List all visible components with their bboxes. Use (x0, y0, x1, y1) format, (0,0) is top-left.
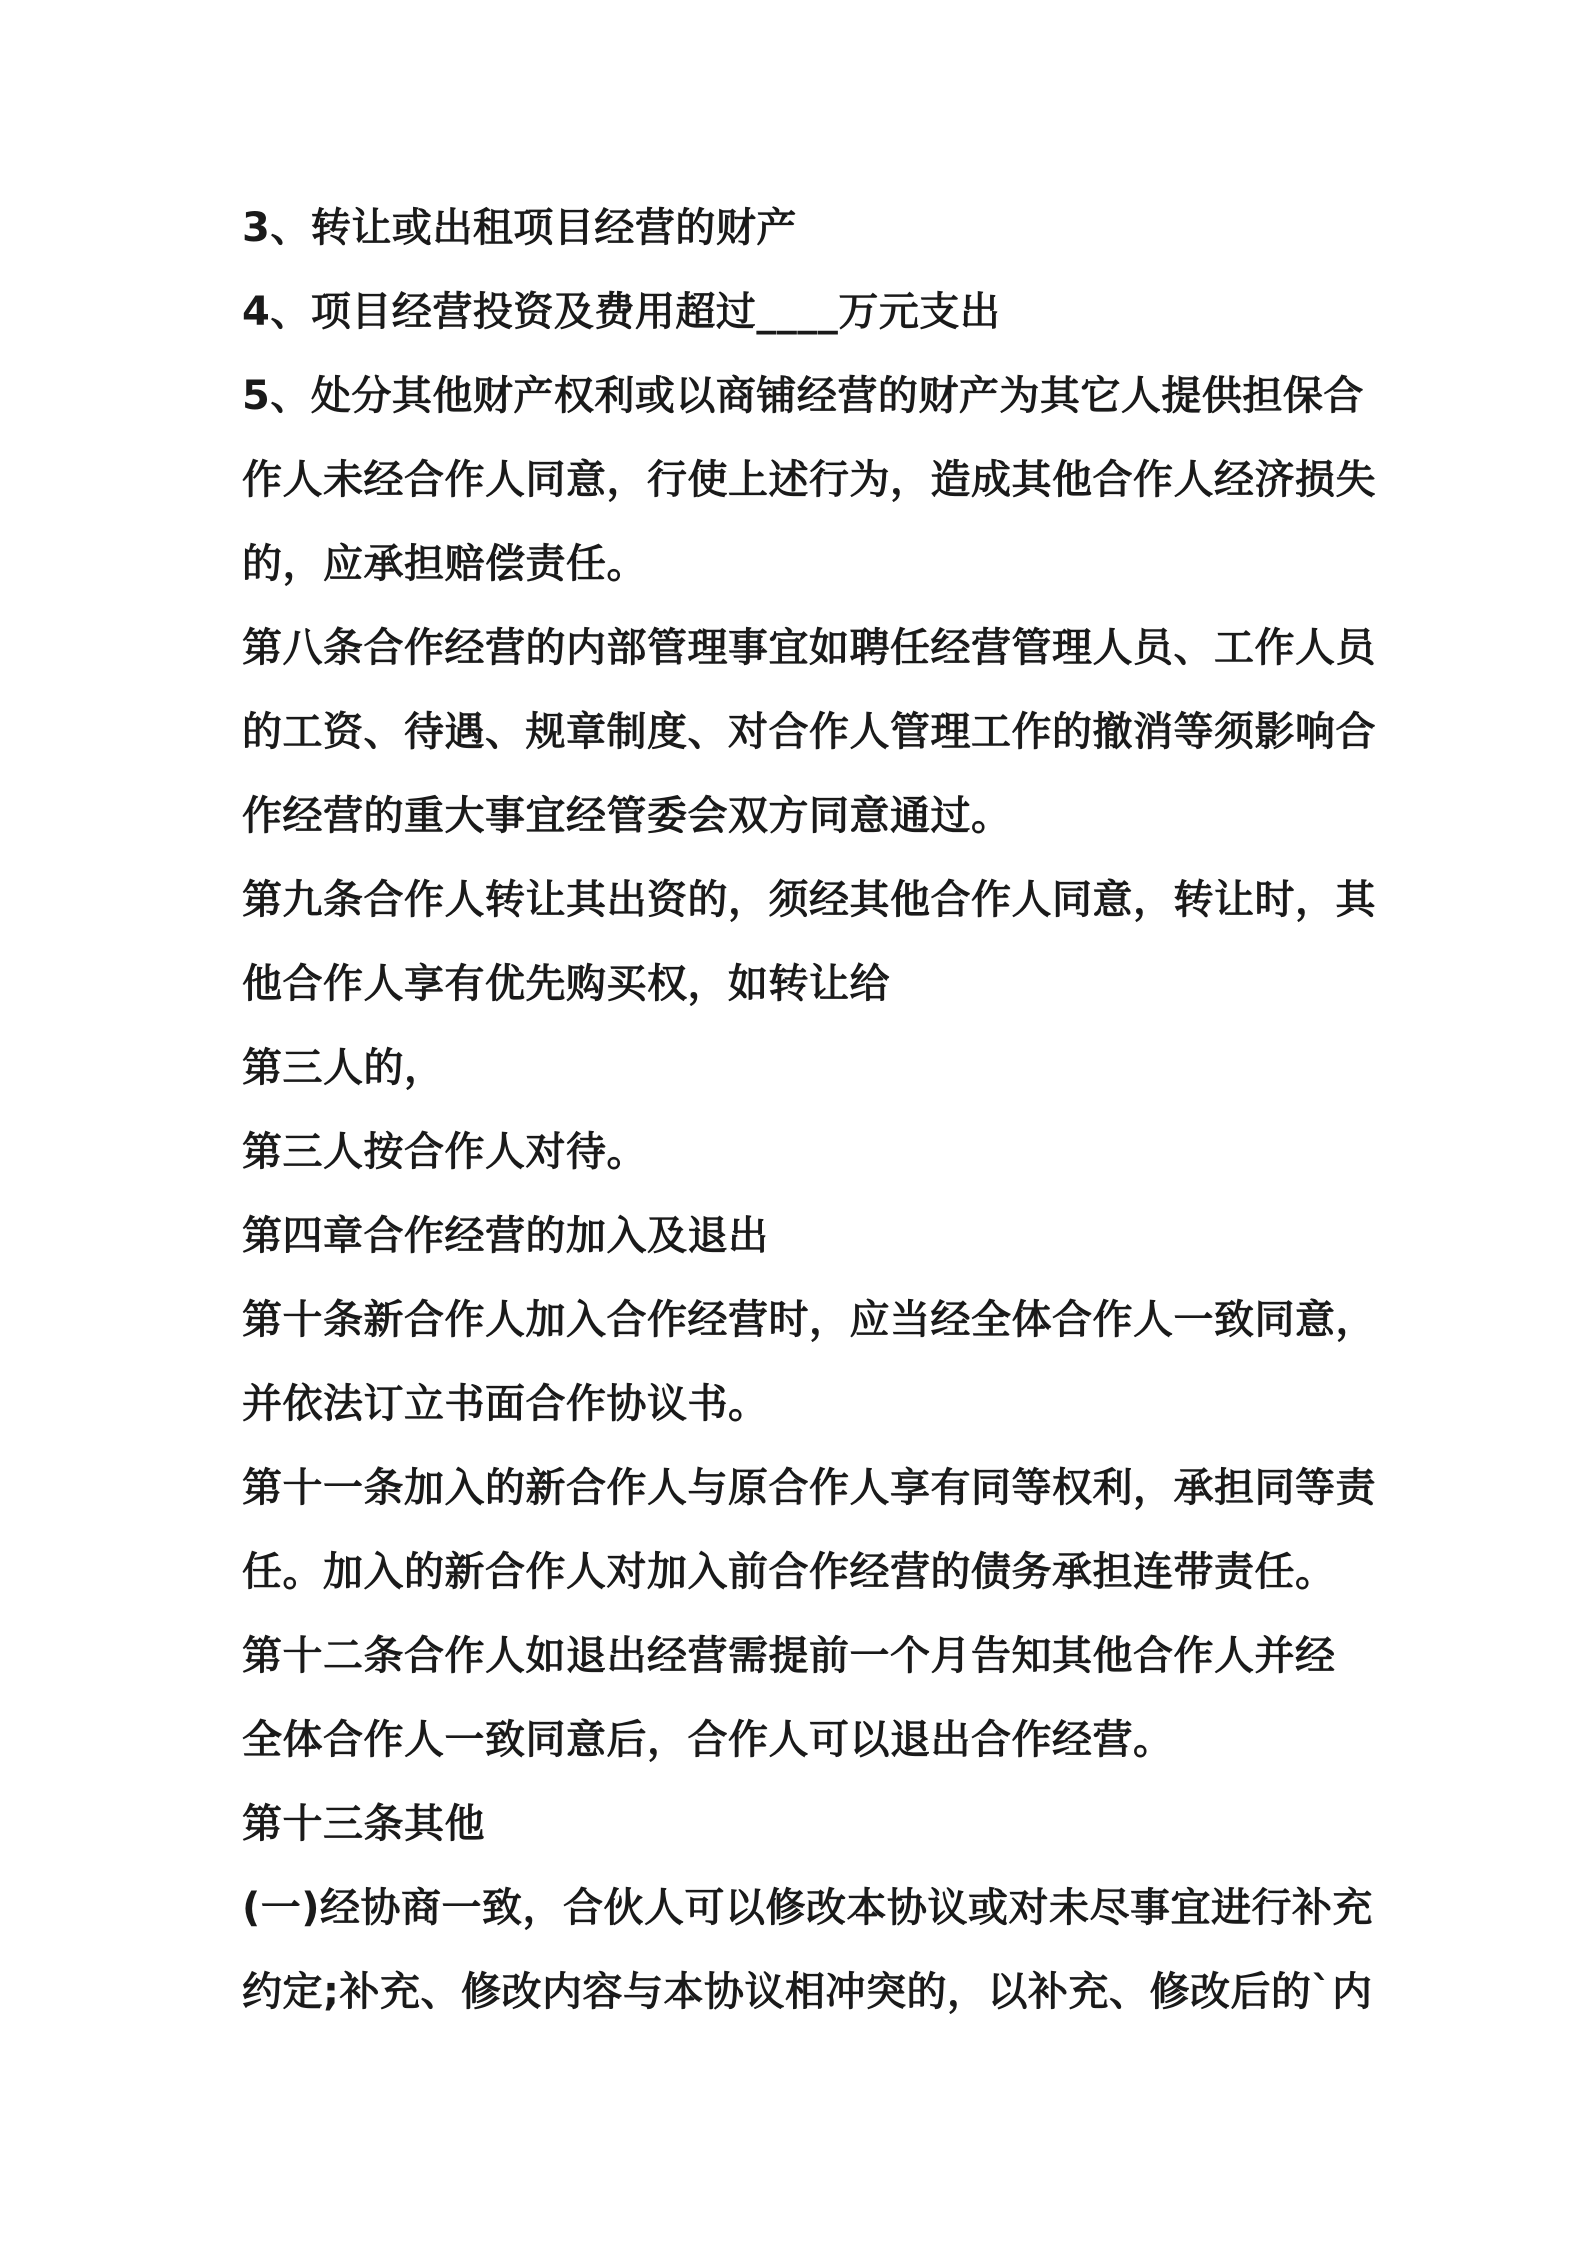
text-line: 约定;补充、修改内容与本协议相冲突的，以补充、修改后的`内 (242, 1969, 1373, 2015)
text-line: 4、项目经营投资及费用超过____万元支出 (242, 289, 1001, 335)
text-line: 3、转让或出租项目经营的财产 (242, 205, 797, 251)
text-line: 5、处分其他财产权利或以商铺经营的财产为其它人提供担保合 (242, 373, 1364, 419)
text-line: 并依法订立书面合作协议书。 (242, 1381, 769, 1427)
text-line: 第九条合作人转让其出资的，须经其他合作人同意，转让时，其 (242, 877, 1376, 923)
text-line: (一)经协商一致，合伙人可以修改本协议或对未尽事宜进行补充 (242, 1885, 1374, 1931)
text-line: 的，应承担赔偿责任。 (242, 541, 647, 587)
text-line: 任。加入的新合作人对加入前合作经营的债务承担连带责任。 (242, 1549, 1336, 1595)
text-line: 他合作人享有优先购买权，如转让给 (242, 961, 890, 1007)
text-line: 第十二条合作人如退出经营需提前一个月告知其他合作人并经 (242, 1633, 1336, 1679)
text-line: 全体合作人一致同意后，合作人可以退出合作经营。 (242, 1717, 1174, 1763)
text-line: 第十一条加入的新合作人与原合作人享有同等权利，承担同等责 (242, 1465, 1376, 1511)
text-line: 作经营的重大事宜经管委会双方同意通过。 (242, 793, 1012, 839)
section-heading: 第四章合作经营的加入及退出 (242, 1213, 769, 1259)
text-line: 第十三条其他 (242, 1801, 485, 1847)
text-line: 第八条合作经营的内部管理事宜如聘任经营管理人员、工作人员 (242, 625, 1376, 671)
text-line: 的工资、待遇、规章制度、对合作人管理工作的撤消等须影响合 (242, 709, 1376, 755)
text-line: 第十条新合作人加入合作经营时，应当经全体合作人一致同意， (242, 1297, 1376, 1343)
text-line: 作人未经合作人同意，行使上述行为，造成其他合作人经济损失 (242, 457, 1376, 503)
text-line: 第三人按合作人对待。 (242, 1129, 647, 1175)
text-line: 第三人的， (242, 1045, 445, 1091)
